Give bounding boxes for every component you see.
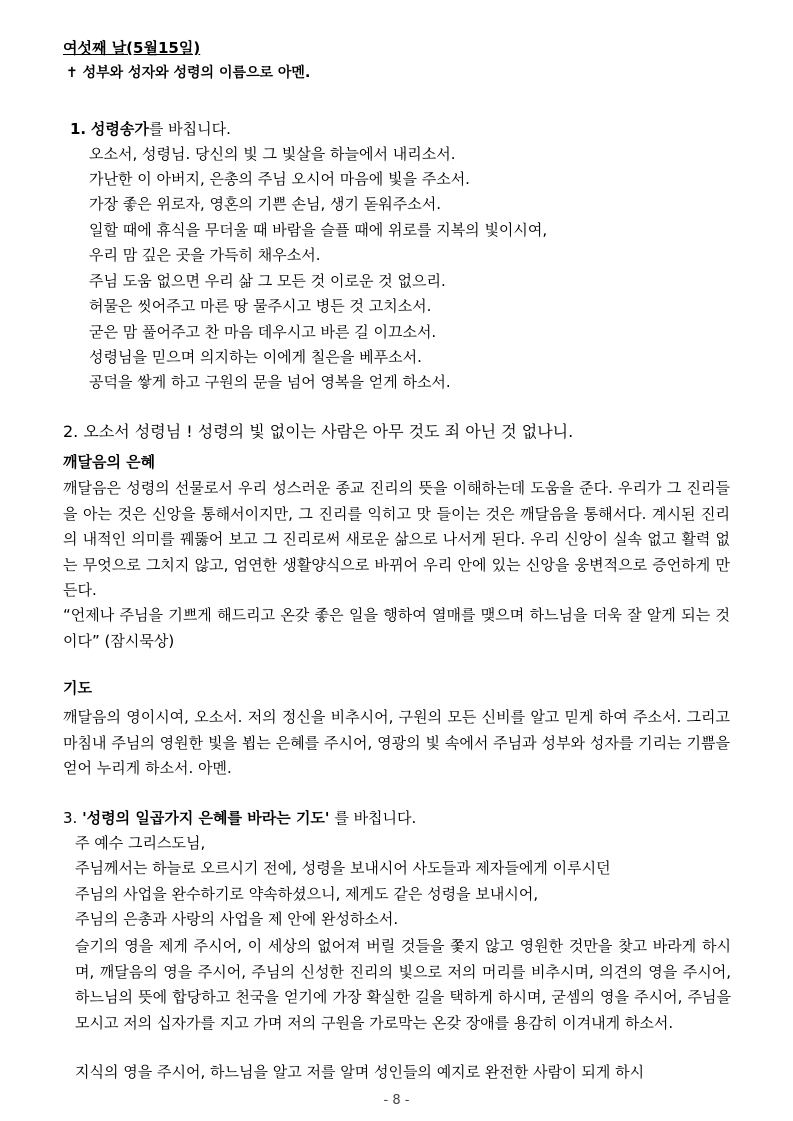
section3-suffix: 를 바칩니다. [334, 809, 417, 827]
section1-heading [70, 119, 231, 139]
section2-subheading: 깨달음의 은혜 [63, 453, 156, 471]
section3-number: 3. [63, 809, 78, 827]
prayer-last-line: 지식의 영을 주시어, 하느님을 알고 저를 알며 성인들의 예지로 완전한 사람이 되게 하시 [75, 1063, 645, 1081]
hymn-line: 주님 도움 없으면 우리 삶 그 모든 것 이로운 것 없으리. [89, 272, 446, 290]
prayer-line: 주님의 사업을 완수하기로 약속하셨으니, 제게도 같은 성령을 보내시어, [75, 885, 539, 903]
hymn-line: 공덕을 쌓게 하고 구원의 문을 넘어 영복을 얻게 하소서. [89, 373, 451, 391]
prayer-line: 주 예수 그리스도님, [75, 834, 206, 852]
prayer-line: 주님께서는 하늘로 오르시기 전에, 성령을 보내시어 사도들과 제자들에게 이루시던 [75, 859, 611, 877]
hymn-line: 가난한 이 아버지, 은총의 주님 오시어 마음에 빛을 주소서. [89, 170, 470, 188]
section1-suffix: 를 바칩니다. [148, 120, 231, 138]
hymn-line: 가장 좋은 위로자, 영혼의 기쁜 손님, 생기 돋워주소서. [89, 195, 441, 213]
section1-number: 1. [70, 120, 87, 138]
section1-title: 성령송가 [90, 120, 149, 138]
hymn-line: 일할 때에 휴식을 무더울 때 바람을 슬플 때에 위로를 지복의 빛이시여, [89, 221, 548, 239]
section3-title: '성령의 일곱가지 은혜를 바라는 기도' [82, 809, 330, 827]
hymn-line: 굳은 맘 풀어주고 찬 마음 데우시고 바른 길 이끄소서. [89, 323, 437, 341]
prayer-heading: 기도 [63, 679, 92, 697]
prayer-line: 주님의 은총과 사랑의 사업을 제 안에 완성하소서. [75, 910, 399, 928]
page-number: - 8 - [383, 1093, 410, 1108]
hymn-line: 성령님을 믿으며 의지하는 이에게 칠은을 베푸소서. [89, 348, 422, 366]
section2-title: 2. 오소서 성령님 ! 성령의 빛 없이는 사람은 아무 것도 죄 아닌 것 없나니. [63, 422, 574, 441]
hymn-line: 허물은 씻어주고 마른 땅 물주시고 병든 것 고치소서. [89, 297, 432, 315]
section2-paragraph: 깨달음은 성령의 선물로서 우리 성스러운 종교 진리의 뜻을 이해하는데 도움을 준다. 우리가 그 진리들을 아는 것은 신앙을 통해서이지만, 그 진리를 익히고 맛 들이는 것은 깨달음을 통해서다. 계시된 진리의 내적인 의미를 꿰뚫어 보고 그 진리로써 새로운 삶으로 나서게 된다. 우리 신앙이 실속 없고 활력 없는 무엇으로 그치지 않고, 엄연한 생활양식으로 바뀌어 우리 안에 있는 신앙을 웅변적으로 증언하게 만든다. [63, 479, 730, 599]
section3-heading [63, 808, 416, 828]
section2-quote: “언제나 주님을 기쁘게 해드리고 온갖 좋은 일을 행하여 열매를 맺으며 하느님을 더욱 잘 알게 되는 것이다” (잠시묵상) [63, 606, 730, 650]
hymn-line: 우리 맘 깊은 곳을 가득히 채우소서. [89, 246, 321, 264]
day-title: 여섯째 날(5월15일) [63, 39, 201, 57]
sign-of-cross-line: ✝ 성부와 성자와 성령의 이름으로 아멘. [66, 65, 311, 81]
section3-paragraph: 슬기의 영을 제게 주시어, 이 세상의 없어져 버릴 것들을 쫓지 않고 영원한 것만을 찾고 바라게 하시며, 깨달음의 영을 주시어, 주님의 신성한 진리의 빛으로 저의 머리를 비추시며, 의견의 영을 주시어, 하느님의 뜻에 합당하고 천국을 얻기에 가장 확실한 길을 택하게 하시며, 굳셈의 영을 주시어, 주님을 모시고 저의 십자가를 지고 가며 저의 구원을 가로막는 온갖 장애를 용감히 이겨내게 하소서. [75, 937, 731, 1032]
hymn-line: 오소서, 성령님. 당신의 빛 그 빛살을 하늘에서 내리소서. [89, 145, 456, 163]
prayer-paragraph: 깨달음의 영이시여, 오소서. 저의 정신을 비추시어, 구원의 모든 신비를 알고 믿게 하여 주소서. 그리고 마침내 주님의 영원한 빛을 뵙는 은혜를 주시어, 영광의 빛 속에서 주님과 성부와 성자를 기리는 기쁨을 얻어 누리게 하소서. 아멘. [63, 708, 730, 777]
